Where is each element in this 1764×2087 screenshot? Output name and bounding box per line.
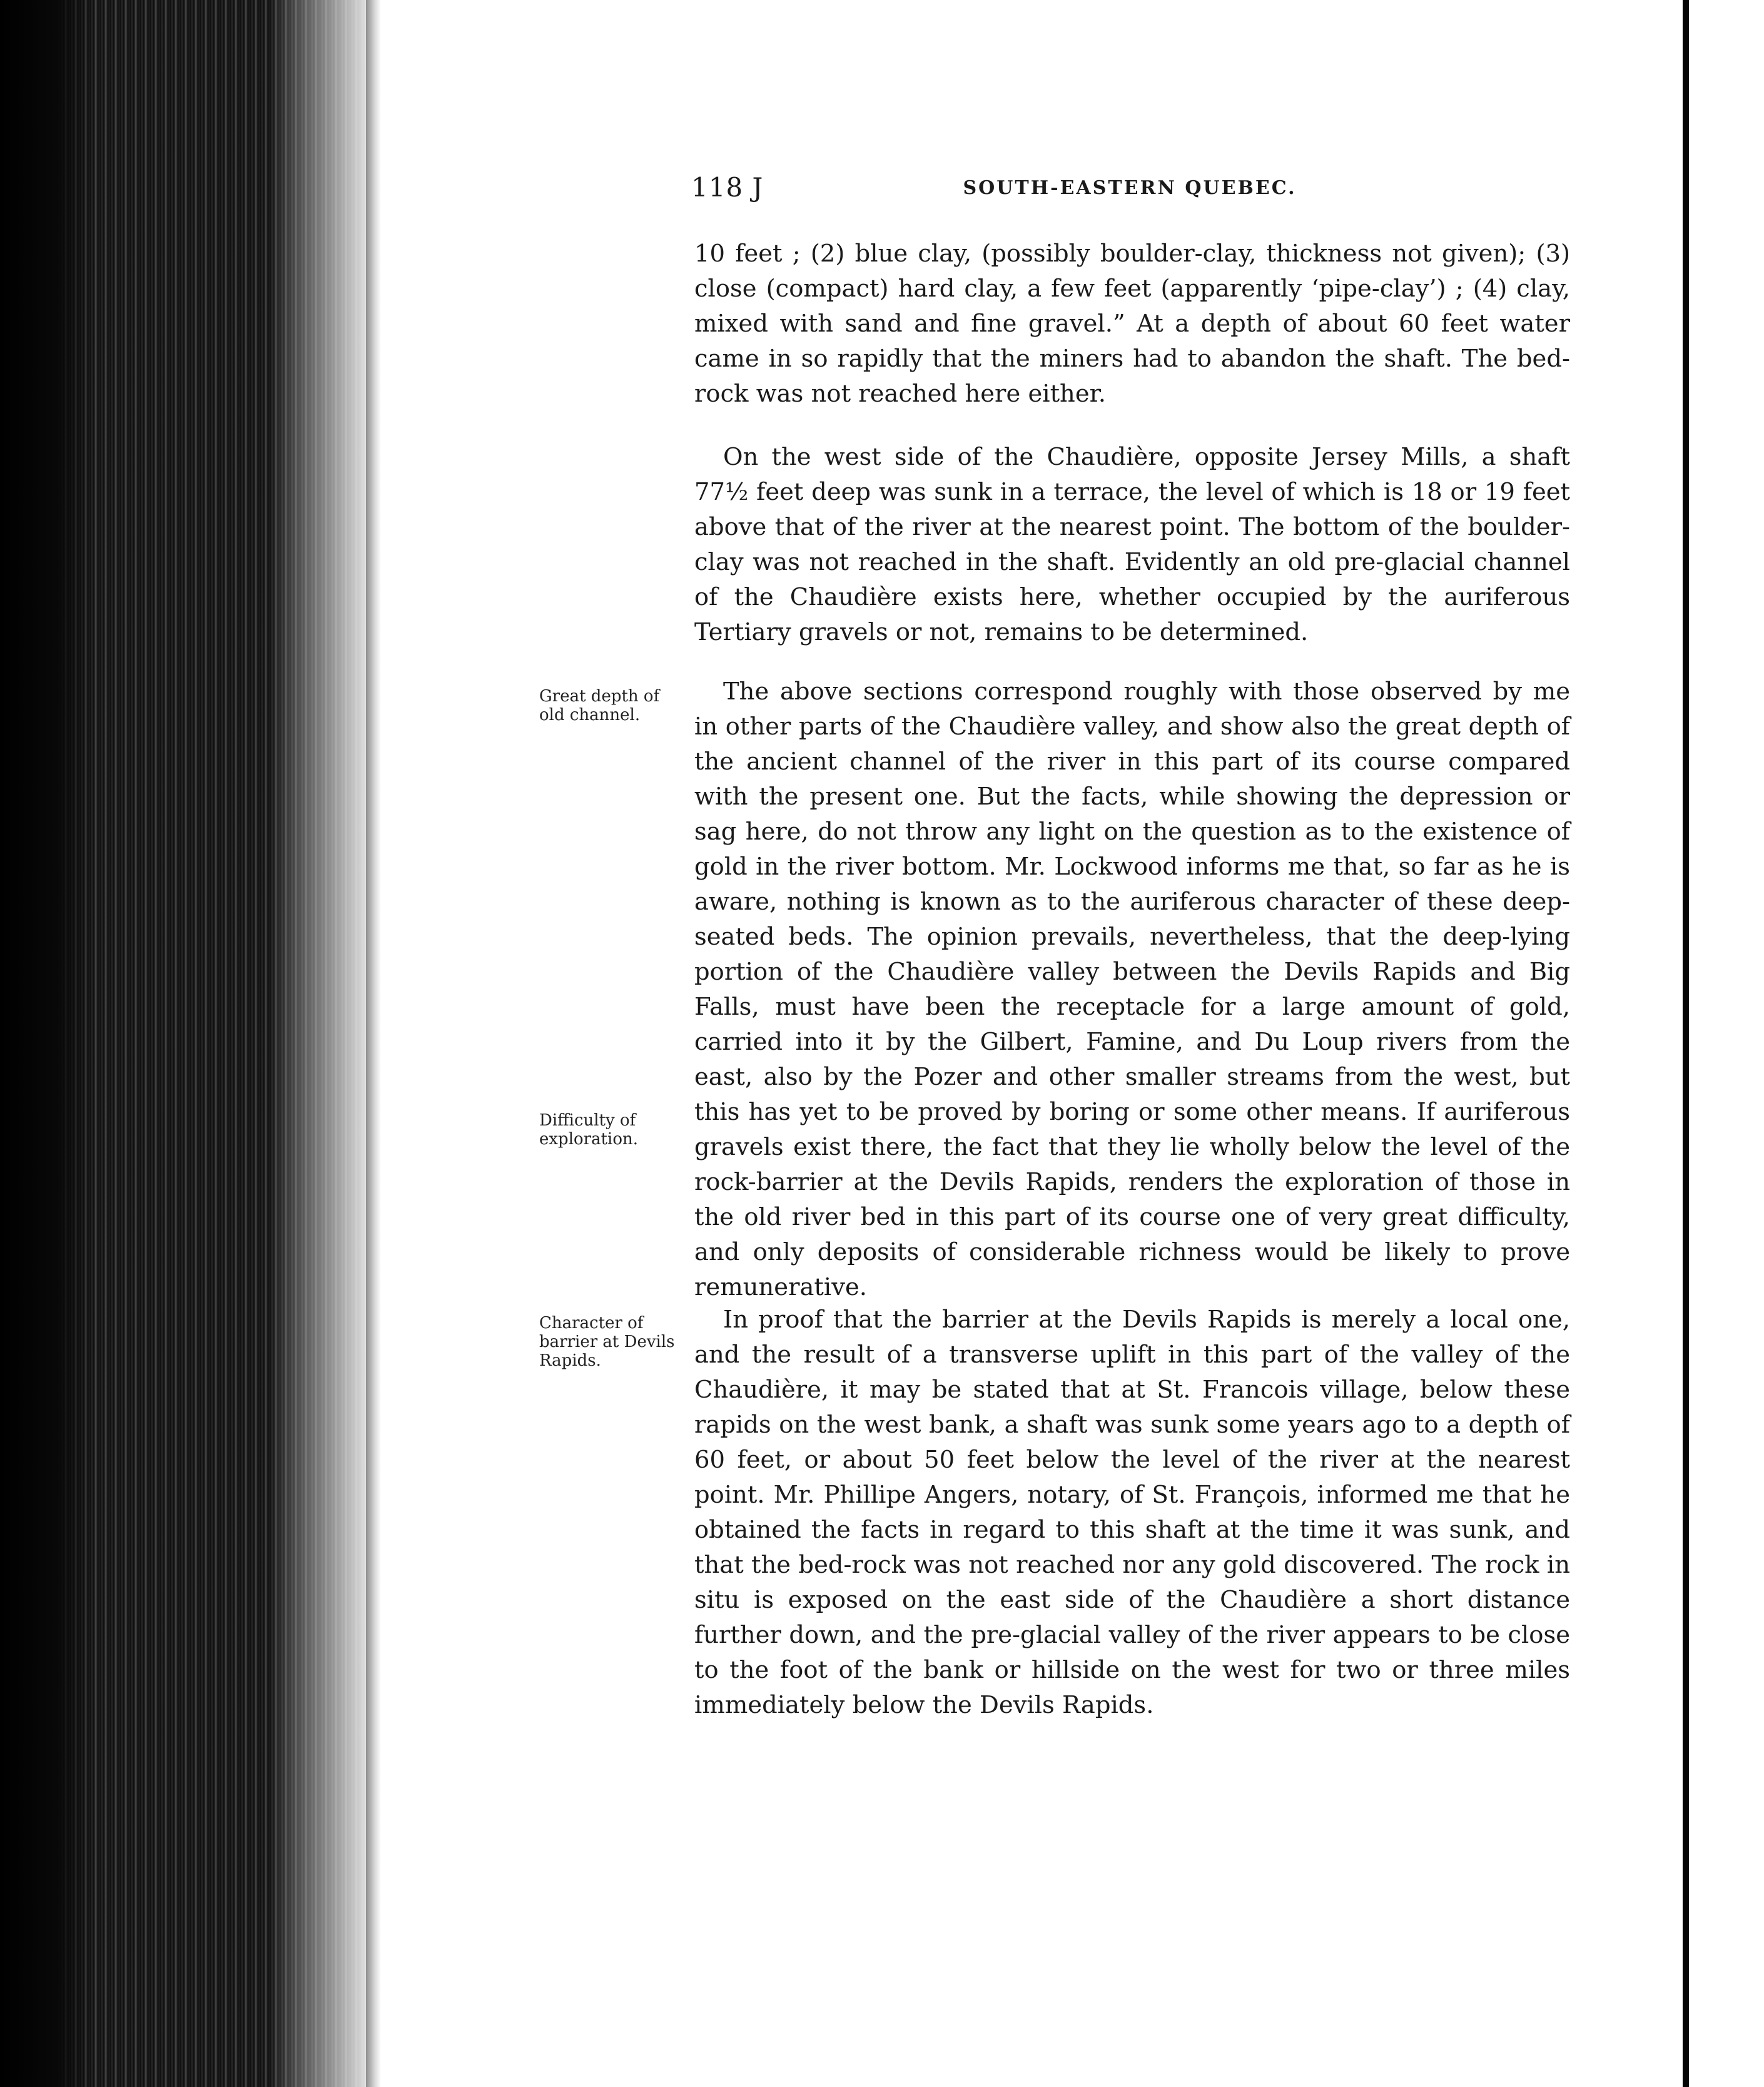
book-page-edges	[0, 0, 369, 2087]
page-fold-shadow	[366, 0, 381, 2087]
next-page-edge	[1683, 0, 1764, 2087]
paragraph-devils-rapids-barrier: In proof that the barrier at the Devils Rapids is merely a local one, and the result of a transverse uplift in this part of the valley of the Chaudière, it may be stated that at St. Francois village, below these rapids on the west bank, a shaft was sunk some years ago to a depth of 60 feet, or about 50 feet below the level of the river at the nearest point. Mr. Phillipe Angers, notary, of St. François, informed me that he obtained the facts in regard to this shaft at the time it was sunk, and that the bed-rock was not reached nor any gold discovered. The rock in situ is exposed on the east side of the Chaudière a short distance further down, and the pre-glacial valley of the river appears to be close to the foot of the bank or hillside on the west for two or three miles immediately below the Devils Rapids.	[694, 1306, 1570, 1719]
running-title: SOUTH-EASTERN QUEBEC.	[963, 177, 1297, 199]
page-number: 118 J	[691, 172, 764, 203]
paragraph-jersey-mills-shaft: On the west side of the Chaudière, opposite Jersey Mills, a shaft 77½ feet deep was sunk in a terrace, the level of which is 18 or 19 feet above that of the river at the nearest point. The bottom of the boulder-clay was not reached in the shaft. Evidently an old pre-glacial channel of the Chaudière exists here, whether occupied by the auriferous Tertiary gravels or not, remains to be determined.	[694, 443, 1570, 646]
page-header	[691, 172, 1568, 216]
paragraph-continuation: 10 feet ; (2) blue clay, (possibly boulder-clay, thickness not given); (3) close (compact) hard clay, a few feet (apparently ‘pipe-clay’) ; (4) clay, mixed with sand and fine gravel.” At a depth of about 60 feet water came in so rapidly that the miners had to abandon the shaft. The bed-rock was not reached here either.	[694, 240, 1570, 408]
sidenote-great-depth: Great depth of old channel.	[539, 687, 660, 724]
sidenote-barrier-character: Character of barrier at Devils Rapids.	[539, 1314, 675, 1370]
paragraph-ancient-channel: The above sections correspond roughly with those observed by me in other parts of the Chaudière valley, and show also the great depth of the ancient channel of the river in this part of its course compared with the present one. But the facts, while showing the depression or sag here, do not throw any light on the question as to the existence of gold in the river bottom. Mr. Lockwood informs me that, so far as he is aware, nothing is known as to the auriferous character of these deep-seated beds. The opinion prevails, nevertheless, that the deep-lying portion of the Chaudière valley between the Devils Rapids and Big Falls, must have been the receptacle for a large amount of gold, carried into it by the Gilbert, Famine, and Du Loup rivers from the east, also by the Pozer and other smaller streams from the west, but this has yet to be proved by boring or some other means. If auriferous gravels exist there, the fact that they lie wholly below the level of the rock-barrier at the Devils Rapids, renders the exploration of those in the old river bed in this part of its course one of very great difficulty, and only deposits of considerable richness would be likely to prove remunerative.	[694, 678, 1570, 1301]
sidenote-difficulty: Difficulty of exploration.	[539, 1111, 639, 1149]
